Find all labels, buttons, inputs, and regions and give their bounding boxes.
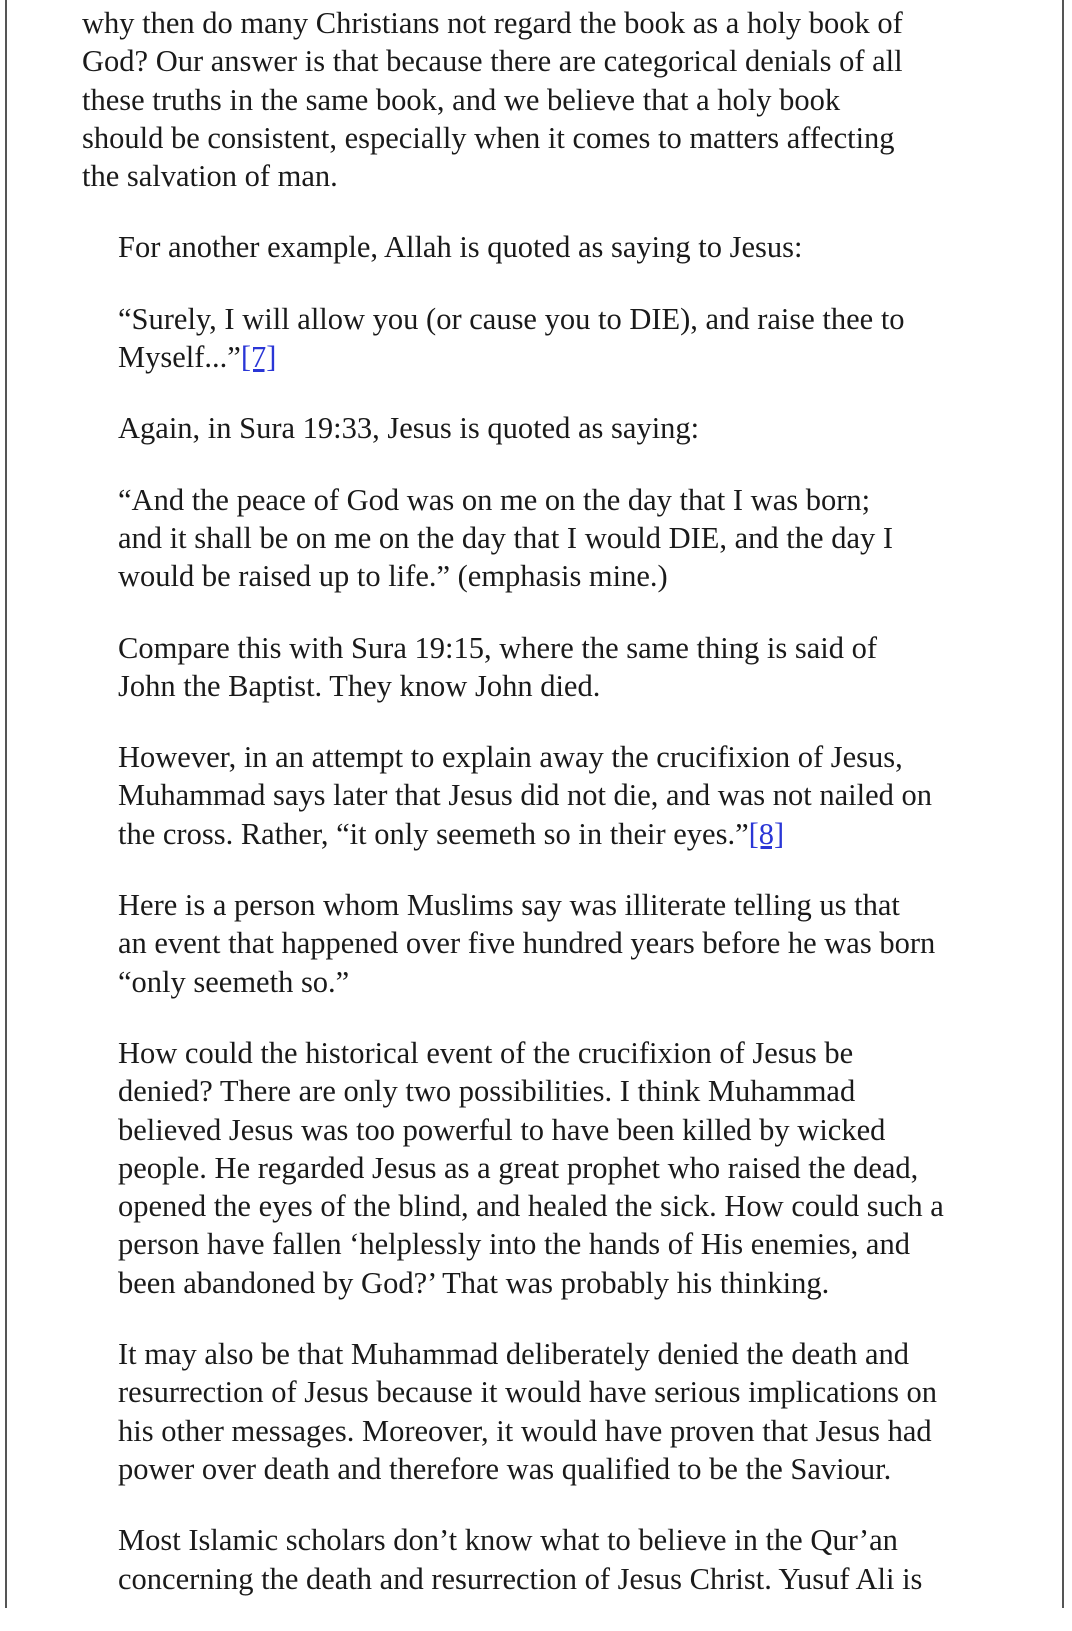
text-line [82, 1264, 982, 1302]
line-text: Muhammad says later that Jesus did not die, and was not nailed on [118, 778, 933, 813]
line-text: why then do many Christians not regard the book as a holy book of [82, 6, 903, 40]
line-text: How could the historical event of the crucifixion of Jesus be [118, 1035, 854, 1070]
line-text: and it shall be on me on the day that I would DIE, and the day I [118, 520, 894, 555]
text-line [82, 629, 982, 667]
text-line [82, 338, 982, 376]
line-text: his other messages. Moreover, it would have proven that Jesus had [118, 1413, 932, 1448]
line-text: Most Islamic scholars don’t know what to believe in the Qur’an [118, 1523, 898, 1558]
text-line [82, 481, 982, 519]
text-line [82, 1450, 982, 1488]
line-text: Myself...” [118, 340, 241, 375]
line-text: person have fallen ‘helplessly into the hands of His enemies, and [118, 1227, 910, 1262]
line-text: However, in an attempt to explain away the crucifixion of Jesus, [118, 740, 903, 775]
paragraph [82, 629, 982, 706]
line-text: should be consistent, especially when it comes to matters affecting [82, 120, 895, 155]
line-text: the salvation of man. [82, 159, 338, 194]
text-line [82, 886, 982, 924]
paragraph [82, 886, 982, 1001]
text-line [82, 667, 982, 705]
text-line [82, 1111, 982, 1149]
paragraph [82, 1335, 982, 1488]
line-text: “And the peace of God was on me on the day that I was born; [118, 482, 871, 517]
line-text: Again, in Sura 19:33, Jesus is quoted as saying: [118, 411, 700, 446]
text-line [82, 1225, 982, 1263]
text-line [82, 228, 982, 266]
text-line [82, 924, 982, 962]
text-line [82, 1187, 982, 1225]
line-text: been abandoned by God?’ That was probably his thinking. [118, 1265, 830, 1300]
text-line [82, 776, 982, 814]
text-line [82, 409, 982, 447]
footnote-link[interactable]: [7] [240, 340, 277, 375]
paragraph [82, 228, 982, 266]
text-line [82, 4, 982, 42]
line-text: “only seemeth so.” [118, 964, 350, 999]
paragraph [82, 409, 982, 447]
line-text: opened the eyes of the blind, and healed the sick. How could such a [118, 1189, 944, 1224]
line-text: It may also be that Muhammad deliberately denied the death and [118, 1337, 910, 1372]
text-line [82, 963, 982, 1001]
line-text: the cross. Rather, “it only seemeth so in their eyes.” [118, 816, 749, 851]
document-body [82, 4, 982, 1631]
paragraph [82, 300, 982, 377]
paragraph [82, 481, 982, 596]
line-text: these truths in the same book, and we believe that a holy book [82, 82, 841, 117]
paragraph [82, 4, 982, 195]
paragraph [82, 1034, 982, 1302]
text-line [82, 42, 982, 80]
text-line [82, 1521, 982, 1559]
text-line [82, 1412, 982, 1450]
text-line [82, 1072, 982, 1110]
paragraph [82, 1521, 982, 1598]
text-line [82, 300, 982, 338]
text-line [82, 519, 982, 557]
text-line [82, 815, 982, 853]
line-text: “Surely, I will allow you (or cause you to DIE), and raise thee to [118, 301, 905, 336]
line-text: people. He regarded Jesus as a great prophet who raised the dead, [118, 1150, 919, 1185]
text-line [82, 1560, 982, 1598]
line-text: John the Baptist. They know John died. [118, 668, 601, 703]
text-line [82, 81, 982, 119]
text-line [82, 738, 982, 776]
text-line [82, 157, 982, 195]
text-line [82, 1034, 982, 1072]
line-text: resurrection of Jesus because it would have serious implications on [118, 1375, 938, 1410]
line-text: an event that happened over five hundred years before he was born [118, 926, 936, 961]
footnote-link[interactable]: [8] [748, 816, 785, 851]
line-text: would be raised up to life.” (emphasis mine.) [118, 559, 668, 594]
text-line [82, 119, 982, 157]
line-text: concerning the death and resurrection of Jesus Christ. Yusuf Ali is [118, 1561, 923, 1596]
text-line [82, 1373, 982, 1411]
line-text: believed Jesus was too powerful to have been killed by wicked [118, 1112, 886, 1147]
paragraph [82, 738, 982, 853]
line-text: denied? There are only two possibilities. I think Muhammad [118, 1074, 856, 1109]
text-line [82, 557, 982, 595]
line-text: power over death and therefore was qualified to be the Saviour. [118, 1451, 892, 1486]
text-line [82, 1149, 982, 1187]
line-text: Here is a person whom Muslims say was illiterate telling us that [118, 888, 900, 923]
text-line [82, 1335, 982, 1373]
line-text: God? Our answer is that because there are categorical denials of all [82, 44, 903, 79]
line-text: For another example, Allah is quoted as saying to Jesus: [118, 230, 803, 265]
line-text: Compare this with Sura 19:15, where the same thing is said of [118, 630, 877, 665]
